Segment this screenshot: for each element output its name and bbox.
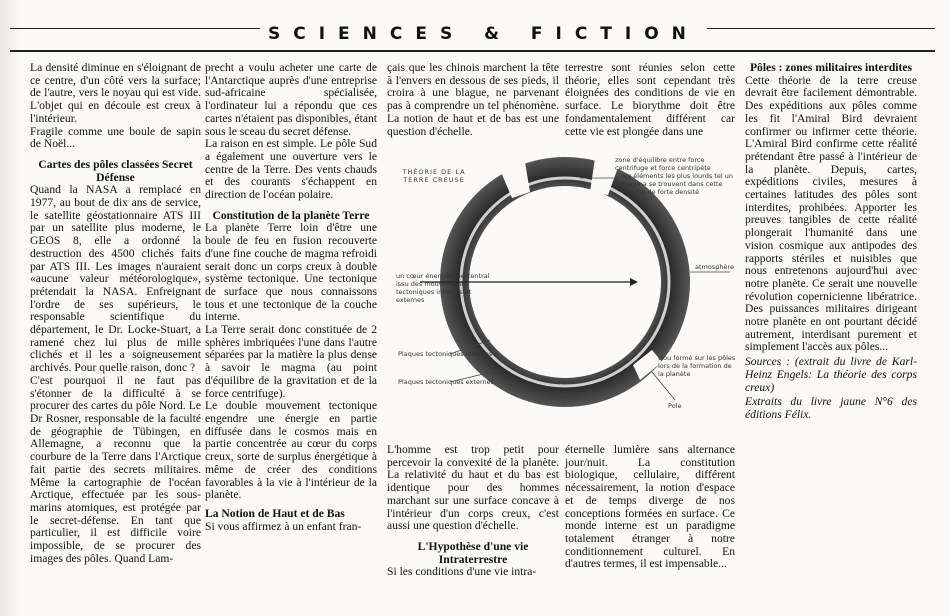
label-core: un cœur énergétique central issu des mouvements tectoniques internes et externes [396,272,490,304]
paragraph: L'homme est trop petit pour percevoir la convexité de la planète. La relativité du haut et du bas est identique pour des hommes marchant sur une surface concave à l'intérieur d'un corps creux, c'est aussi une question d'échelle. [387,443,559,533]
label-pole: Pole [668,402,682,410]
subheading-haut-bas: La Notion de Haut et de Bas [205,506,345,520]
label-atmosphere: atmosphère [695,263,734,271]
source-citation: Extraits du livre jaune N°6 des éditions Félix. [745,395,917,421]
label-equilibrium: zone d'équilibre entre force centrifuge et force centripète [615,156,711,172]
paragraph: precht a voulu acheter une carte de l'Antarctique auprès d'une entreprise sud-africaine spécialisée, l'ordinateur lui a répondu que ces cartes n'étaient pas disponibles, étant sous le sceau du secret défense. [205,61,377,138]
subheading-vie-intraterrestre: L'Hypothèse d'une vie Intraterrestre [417,539,529,566]
column-2 [205,62,377,586]
paragraph: éternelle lumière sans alternance jour/nuit. La constitution biologique, cellulaire, différent nécessairement, la notion d'espace et de temps diverge de nos conceptions formées en surface. Ce monde interne est un paradigme totalement étranger à notre conditionnement culturel. En d'autres termes, il est impensable... [565,443,735,571]
column-5 [745,62,917,592]
hollow-earth-diagram [390,150,740,435]
paragraph: Le double mouvement tectonique engendre une énergie en partie diffusée dans le cosmos mais en partie concentrée au cœur du corps creux, sorte de surplus énergétique à même de créer des conditions favorables à la vie à l'intérieur de la planète. [205,399,377,502]
paragraph: La raison en est simple. Le pôle Sud a également une ouverture vers le centre de la Terre. Des vents chauds et des courants s'échappent en direction de l'océan polaire. [205,137,377,202]
paragraph: La densité diminue en s'éloignant de ce centre, d'un côté vers la surface; de l'autre, vers le noyau qui est vide. L'objet qui en découle est creux à l'intérieur. [30,61,201,125]
paragraph: Si vous affirmez à un enfant fran- [205,519,362,533]
column-3-bottom [387,444,559,579]
paragraph: C'est pourquoi il ne faut pas s'étonner de la difficulté à se procurer des cartes du pôle Nord. Le Dr Rosner, responsable de la faculté de géographie de Tübingen, en Allemagne, a reconnu que la courbure de la Terre dans l'Arctique fait partie des secrets militaires. Même la cartographie de l'océan Arctique, effectuée par les sous-marins atomiques, est protégée par le secret-défense. En tant que particulier, il est difficile voire impossible, de se procurer des images des pôles. Quand Lam- [30,373,201,565]
source-citation: Sources : (extrait du livre de Karl-Heinz Engels: La théorie des corps creux) [745,355,917,394]
diagram-title [394,168,474,184]
section-header [10,12,935,48]
paragraph: La planète Terre loin d'être une boule de feu en fusion recouverte d'une fine couche de magma refroidi serait donc un corps creux à double système tectonique. Une tectonique de surface que nous connaissons tous et une tectonique de la couche interne. [205,221,377,324]
diagram-title-line: THÉORIE DE LA [402,168,466,176]
diagram-title-line: TERRE CREUSE [403,176,465,184]
label-outer-plates: Plaques tectoniques externes [398,378,495,386]
subheading-poles-militaires: Pôles : zones militaires interdites [749,61,913,74]
label-dense-layer: les éléments les plus lourds tel un magma se trouvent dans cette couche de forte densité [622,172,733,196]
paragraph: Fragile comme une boule de sapin de Noël... [30,124,201,151]
section-title: SCIENCES & FICTION [260,24,707,44]
label-pole-hole: trou formé sur les pôles lors de la formation de la planète [658,354,736,378]
column-4-top [565,62,735,138]
column-1 [30,62,201,586]
paragraph: çais que les chinois marchent la tête à l'envers en dessous de ses pieds, il croira à une blague, ne parvenant pas à comprendre un tel phénomène. La notion de haut et de bas est une question d'échelle. [387,61,559,138]
paragraph: Si les conditions d'une vie intra- [387,565,537,579]
column-3-top [387,62,559,138]
header-rule-bottom [10,50,935,52]
subheading-cartes-poles: Cartes des pôles classées Secret Défense [38,157,193,184]
subheading-constitution: Constitution de la planète Terre [212,208,370,222]
page-edge-shadow [0,0,22,616]
paragraph: Quand la NASA a remplacé en 1977, au bout de dix ans de service, le satellite géostationnaire ATS III par un satellite plus moderne, le GEOS 8, elle a ordonné la destruction des 4500 clichés faits par ATS III. Les images n'auraient «aucune valeur météorologique», prétendait la NASA. Enfreignant l'ordre de ses supérieurs, le responsable scientifique du département, le Dr. Locke-Stuart, a ramené chez lui plus de mille clichés et il les a soigneusement archivés. Pour quelle raison, donc ? [30,183,201,375]
column-4-bottom [565,444,735,571]
paragraph: Cette théorie de la terre creuse devrait être facilement démontrable. Des expéditions aux pôles comme les fit l'Amiral Bird devraient confirmer ou infirmer cette théorie. L'Amiral Bird confirme cette réalité prétendant être passé à l'intérieur de la planète. Depuis, cartes, expéditions civiles, mesures à certaines latitudes des pôles sont interdites, prohibées. Apporter les preuves tangibles de cette réalité plongerait l'humanité dans une vision cosmique aux antipodes des rapports stériles et nuisibles que nous entretenons aujourd'hui avec notre planète. Ce serait une nouvelle révolution copernicienne libératrice. Des puissances militaires dirigeant notre planète en ont pourtant décidé autrement, interdisant purement et simplement l'accès aux pôles... [745,73,917,354]
paragraph: terrestre sont réunies selon cette théorie, elles sont cependant très éloignées des conditions de vie en surface. Le biorythme doit être fondamentalement différent car cette vie est plongée dans une [565,61,735,138]
paragraph: La Terre serait donc constituée de 2 sphères imbriquées l'une dans l'autre séparées par la matière la plus dense à savoir le magma (au point d'équilibre de la gravitation et de la force centrifuge). [205,323,377,400]
label-inner-plates: Plaques tectoniques internes [398,350,493,358]
